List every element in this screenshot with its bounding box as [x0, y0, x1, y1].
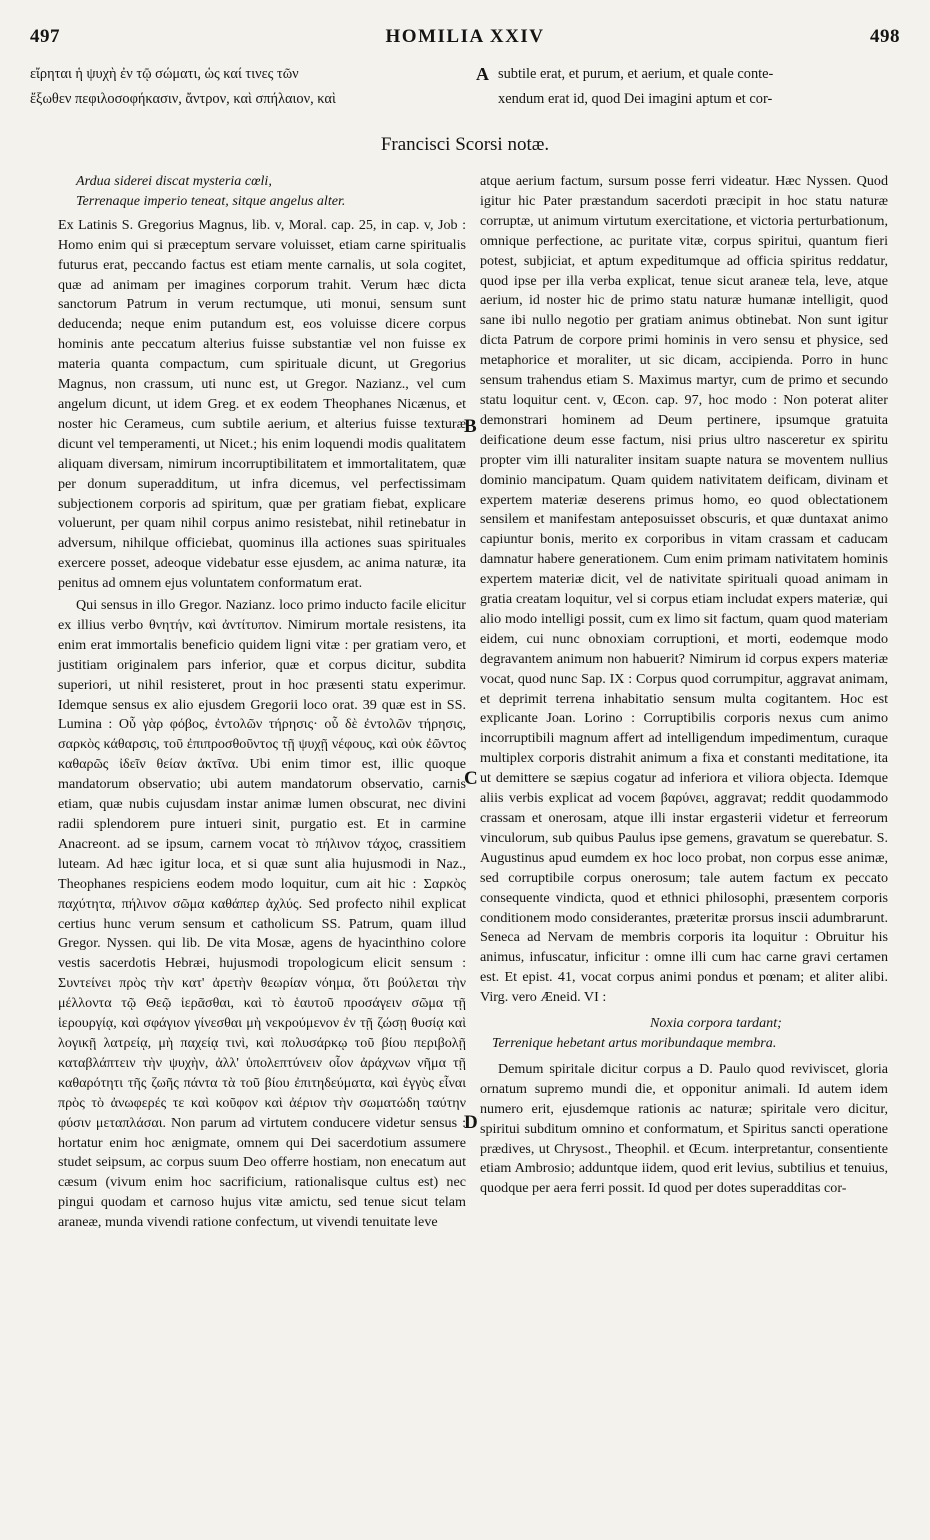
latin-line: xendum erat id, quod Dei imagini aptum et cor- — [498, 91, 773, 107]
paragraph: Ex Latinis S. Gregorius Magnus, lib. v, Moral. cap. 25, in cap. v, Job : Homo enim qui si præceptum servare voluisset, etiam carne spiritualis futurus erat, peccando factus est etiam mente carnalis, ut sola cogitet, quæ ad animam per imagines corporum trahit. Verum hæc dicta sanctorum Patrum in verum rectumque, uti monui, sensum sunt deducenda; neque enim putandum est, eos voluisse dicere corpus hominis ante peccatum alterius fuisse substantiæ vel non fuisse ex materia quanta compactum, cum spirituale dicunt, ut Gregorius Magnus, non crassum, uti nunc est, ut Gregor. Nazianz., vel cum angelum dicunt, ut idem Greg. et ex eodem Theophanes Nicænus, et noster hic Cerameus, cum subtile aerium, et alterius fuisse texturæ dicunt vel temperamenti, ut Nicet.; his enim loquendi modis qualitatem aliquam diversam, nimirum incorruptibilitatem et immortalitatem, quæ per donum superadditum, ut infra dicemus, vel perfectissimam subjectionem corporis ad spiritum, quæ per gratiam fiebat, explicare voluerunt, per quam nihil corpus animo resistebat, nihil retinebatur in adversum, nihilque officiebat, quominus illa actiones suas spirituales exercere posset, adeoque videbatur esse ejusdem, ac anima naturæ, ita penitus ad omnem ejus voluntatem conformatum erat. — [58, 216, 466, 592]
latin-continuation — [498, 62, 910, 112]
verse-quote — [58, 172, 466, 212]
verse-line: Noxia corpora tardant; — [650, 1015, 782, 1032]
running-header — [30, 26, 900, 54]
verse-line: Terrenaque imperio teneat, sitque angelus alter. — [76, 192, 346, 209]
running-title: HOMILIA XXIV — [385, 26, 545, 47]
section-marker-c: C — [464, 768, 478, 789]
left-column — [58, 172, 466, 1235]
section-marker-b: B — [464, 416, 477, 437]
section-marker-d: D — [464, 1112, 478, 1133]
page-number-left: 497 — [30, 26, 60, 47]
paragraph: Qui sensus in illo Gregor. Nazianz. loco primo inducto facile elicitur ex illius verbo θνητήν, καὶ ἀντίτυπον. Nimirum mortale resistens, ita enim erat immortalis beneficio quidem ligni vitæ : per gratiam vero, et justitiam originalem pars inferior, quæ et corpus dicitur, subdita superiori, ut nihil resisteret, prout in hoc præsenti statu experimur. Idemque sensus ex alio ejusdem Gregorii loco orat. 39 quæ est in SS. Lumina : Οὗ γὰρ φόβος, ἐντολῶν τήρησις· οὗ δὲ ἐντολῶν τήρησις, σαρκὸς κάθαρσις, τοῦ ἐπιπροσθοῦντος τῇ ψυχῇ νέφους, καὶ οὐκ ἐῶντος καθαρῶς ἰδεῖν θείαν ἀκτῖνα. Ubi enim timor est, illic quoque mandatorum observatio; ubi autem mandatorum observatio, carnis etiam, quæ nubis cujusdam instar animæ lumen obscurat, nec divini radii splendorem pure intueri sinit, purgatio est. Et in carmine Anacreont. ad se ipsum, carnem vocat τὸ πήλινον τάχος, crassitiem luteam. Ad hæc igitur loca, et si quæ sunt alia hujusmodi in Naz., Theophanes respiciens eodem modo loquitur, cum ait hic : Σαρκὸς παχύτητα, πήλινον σῶμα καθάπερ ἀχλύς. Sed profecto nihil explicat certius hunc verum sensum et catholicum SS. Patrum, quam illud Gregor. Nyssen. qui lib. De vita Mosæ, agens de hyacinthino colore vestis sacerdotis Hebræi, hujusmodi tropologicum elicit sensum : Συντείνει πρὸς τὴν κατ' ἀρετὴν θεωρίαν νόημα, ὅτι βούλεται τὴν μέλλοντα τῷ Θεῷ ἱερᾶσθαι, καὶ τὸ ἑαυτοῦ προσάγειν σῶμα τῇ ἱερουργίᾳ, καὶ σφάγιον γίνεσθαι μὴ νεκρούμενον ἐν τῇ ζώσῃ θυσίᾳ καὶ λογικῇ λατρείᾳ, μὴ παχείᾳ τινὶ, καὶ πολυσάρκῳ τοῦ βίου περιβολῇ καταβλάπτειν τὴν ψυχὴν, ἀλλ' ὑπολεπτύνειν οἷον ἀράχνων νῆμα τῇ καθαρότητι τῆς ζωῆς πάντα τὰ τοῦ βίου ἐπιτηδεύματα, καὶ ἐγγὺς εἶναι πρὸς τὸ ἀνωφερές τε καὶ κοῦφον καὶ ἀέριον τὴν σωματώδη ταύτην φύσιν μεταπλάσαι. Non parum ad virtutem conducere videtur sensus : hortatur enim hoc ænigmate, omnem qui Dei sacerdotium assumere studet seipsum, ac corpus suum Deo offerre hostiam, non enecatum aut cæsum (vivum enim hoc sacrificium, rationalisque cultus est) nec pingui quodam et carnoso hujus vitæ amictu, sed tenue sicut telam araneæ, munda vivendi ratione confectum, ut vivendi tenuitate leve — [58, 597, 466, 1231]
verse-line: Terrenique hebetant artus moribundaque membra. — [492, 1034, 777, 1051]
top-continuation — [30, 62, 910, 122]
paragraph: atque aerium factum, sursum posse ferri videatur. Hæc Nyssen. Quod igitur hic Pater præstandum sacerdoti præcipit in hoc statu naturæ corruptæ, ut animum virtutum exercitatione, et victoria perturbationum, omnique perfectione, ac puritate vitæ, corpus spiritui, quantum fieri potest, subjiciat, et aptum expeditumque ad officia spiritus reddatur, quod ipse per illa verba explicat, tenue sicut araneæ tela, leve, atque aerium, id noster hic de primo statu naturæ humanæ intelligit, quod sane ibi nullo negotio per gratiam animus obtinebat. Non sunt igitur dicta Patrum de corpore primi hominis in vero sensu et physice, sed metaphorice et moraliter, ut sic dicam, accipienda. Porro in hunc sensum trahendus etiam S. Maximus martyr, cum de primo et secundo statu loquitur cent. v, Œcon. cap. 97, hoc modo : Non poterat aliter demonstrari hominem ad Deum pertinere, ipsumque gratuita deificatione deum esse factum, nisi prius ultro nasceretur ex spiritu propter vim illi naturaliter insitam suapte natura se moventem nullius dominio mancipatum. Quam quidem nativitatem deificam, divinam et expertem materiæ deserens primus homo, eo quod oblectationem sensilem et manifestam anteposuisset obscuris, et quæ duntaxat animo capiuntur bonis, merito ex corporibus in vitam crassam et caducam damnatur habere generationem. Cum enim primam nativitatem hominis expertem materiæ dicit, vel de nativitate spirituali quoad animam in gratia creatam loquitur, vel si corpus etiam includat expers materiæ, qui alio modo intelligi possit, cum ex limo sit factum, quam quod materiam eidem, cui nunc obnoxiam corruptioni, et morti, eodemque modo degravantem animum non habuerit? Nimirum id corpus expers materiæ vocat, quod nunc Sap. IX : Corpus quod corrumpitur, aggravat animam, et deprimit terrena inhabitatio sensum multa cogitantem. Hoc est explicante Joan. Lorino : Corruptibilis corporis nexus cum animo incorruptibili magnum affert ad intelligendum impedimentum, curaque multiplex corporis distrahit animum a fixa et constanti meditatione, ita ut demittere se sæpius cogatur ad inferiora et viliora objecta. Idemque aliis verbis explicat ad vocem βαρύνει, aggravat; reddit quodammodo crassam et onerosam, atque illi instar ergasterii videtur et ferreorum vinculorum, sub quibus Paulus ipse gemens, gravatum se querebatur. S. Augustinus apud eumdem ex hoc loco probat, non corpus esse animæ, sed corruptibile corpus onerosum; tale autem factum ex peccato consequente vindicta, quod et ethnici philosophi, præsentem corporis conditionem modo considerantes, præteritæ prorsus inscii adumbrarunt. Seneca ad Nervam de membris corporis ita loquitur : Obruitur his animus, infuscatur, inficitur : omne illi cum hac carne gravi certamen est. Et epist. 41, vocat corpus animi pondus et pœnam; et aliter alibi. Virg. vero Æneid. VI : — [480, 173, 888, 1006]
section-marker-a: A — [476, 64, 489, 84]
greek-line: ἔξωθεν πεφιλοσοφήκασιν, ἄντρον, καὶ σπήλαιον, καὶ — [30, 91, 336, 107]
latin-line: subtile erat, et purum, et aerium, et quale conte- — [498, 66, 774, 82]
paragraph: Demum spiritale dicitur corpus a D. Paulo quod reviviscet, gloria ornatum supremo mundi die, et opponitur animali. Id autem idem numero erit, ejusdemque rationis ac naturæ; spiritale vero dicitur, spiritui subditum omnino et conformatum, et Spiritus sancti operatione prædives, ut Chrysost., Theophil. et Œcum. interpretantur, consentiente etiam Ambrosio; adduntque iidem, quod erit levius, subtilius et tenuius, quodque per aera ferri possit. Id quod per dotes superadditas cor- — [480, 1060, 888, 1197]
greek-continuation — [30, 62, 460, 112]
page-number-right: 498 — [870, 26, 900, 47]
greek-line: εἴρηται ἡ ψυχὴ ἐν τῷ σώματι, ὡς καί τινες τῶν — [30, 66, 299, 82]
notes-heading: Francisci Scorsi notæ. — [380, 134, 550, 155]
verse-quote — [480, 1014, 888, 1054]
verse-line: Ardua siderei discat mysteria cœli, — [76, 173, 272, 189]
right-column — [480, 172, 888, 1201]
